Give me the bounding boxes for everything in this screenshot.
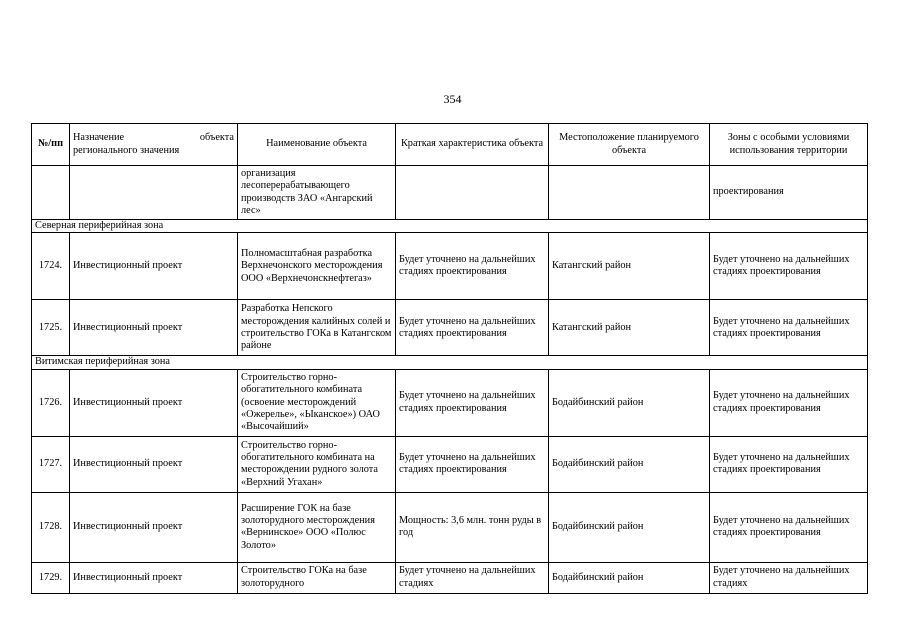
cell-num: 1725. [32,300,70,356]
cell-location: Бодайбинский район [549,436,710,492]
table-row [32,369,868,436]
cell-desc: Будет уточнено на дальнейших стадиях проектирования [396,233,549,300]
cell-name: Полномасштабная разработка Верхнечонского месторождения ООО «Верхнечонскнефтегаз» [238,233,396,300]
table-row [32,300,868,356]
cell-desc [396,166,549,220]
cell-name: Строительство ГОКа на базе золоторудного [238,562,396,593]
cell-num: 1726. [32,369,70,436]
header-purpose [70,124,238,166]
cell-num [32,166,70,220]
zone-row-north [32,220,868,233]
continuation-row [32,166,868,220]
cell-location: Катангский район [549,233,710,300]
cell-location: Бодайбинский район [549,492,710,562]
cell-location [549,166,710,220]
cell-purpose: Инвестиционный проект [70,436,238,492]
cell-name: Расширение ГОК на базе золоторудного месторождения «Вернинское» ООО «Полюс Золото» [238,492,396,562]
header-purpose-line2: регионального значения [73,144,180,156]
cell-name: Разработка Непского месторождения калийных солей и строительство ГОКа в Катангском районе [238,300,396,356]
header-zones: Зоны с особыми условиями использования территории [710,124,868,166]
cell-desc: Мощность: 3,6 млн. тонн руды в год [396,492,549,562]
cell-desc: Будет уточнено на дальнейших стадиях проектирования [396,300,549,356]
cell-num: 1729. [32,562,70,593]
header-desc: Краткая характеристика объекта [396,124,549,166]
cell-name: Строительство горно-обогатительного комбината на месторождении рудного золота «Верхний Угахан» [238,436,396,492]
cell-desc: Будет уточнено на дальнейших стадиях проектирования [396,369,549,436]
header-name: Наименование объекта [238,124,396,166]
table-row [32,233,868,300]
cell-purpose: Инвестиционный проект [70,233,238,300]
cell-purpose: Инвестиционный проект [70,300,238,356]
cell-desc: Будет уточнено на дальнейших стадиях [396,562,549,593]
cell-purpose: Инвестиционный проект [70,492,238,562]
cell-zones: Будет уточнено на дальнейших стадиях проектирования [710,492,868,562]
cell-zones: Будет уточнено на дальнейших стадиях [710,562,868,593]
cell-location: Бодайбинский район [549,369,710,436]
header-location: Местоположение планируемого объекта [549,124,710,166]
header-purpose-line1: Назначение объекта [73,132,234,144]
cell-zones: Будет уточнено на дальнейших стадиях проектирования [710,300,868,356]
cell-num: 1724. [32,233,70,300]
zone-row-vitim [32,356,868,369]
cell-zones: Будет уточнено на дальнейших стадиях проектирования [710,233,868,300]
cell-purpose [70,166,238,220]
table-row [32,436,868,492]
cell-num: 1727. [32,436,70,492]
cell-name: организация лесоперерабатывающего производств ЗАО «Ангарский лес» [238,166,396,220]
cell-num: 1728. [32,492,70,562]
cell-purpose: Инвестиционный проект [70,562,238,593]
table-row [32,492,868,562]
cell-name: Строительство горно-обогатительного комбината (освоение месторождений «Ожерелье», «Ыканское») ОАО «Высочайший» [238,369,396,436]
zone-title-north: Северная периферийная зона [32,220,868,233]
cell-location: Бодайбинский район [549,562,710,593]
header-row [32,124,868,166]
objects-table [31,123,868,594]
cell-zones: Будет уточнено на дальнейших стадиях проектирования [710,369,868,436]
cell-location: Катангский район [549,300,710,356]
cell-zones: Будет уточнено на дальнейших стадиях проектирования [710,436,868,492]
cell-desc: Будет уточнено на дальнейших стадиях проектирования [396,436,549,492]
table-row [32,562,868,593]
cell-zones: проектирования [710,166,868,220]
zone-title-vitim: Витимская периферийная зона [32,356,868,369]
page-number: 354 [443,92,462,106]
cell-purpose: Инвестиционный проект [70,369,238,436]
header-num: №/пп [32,124,70,166]
